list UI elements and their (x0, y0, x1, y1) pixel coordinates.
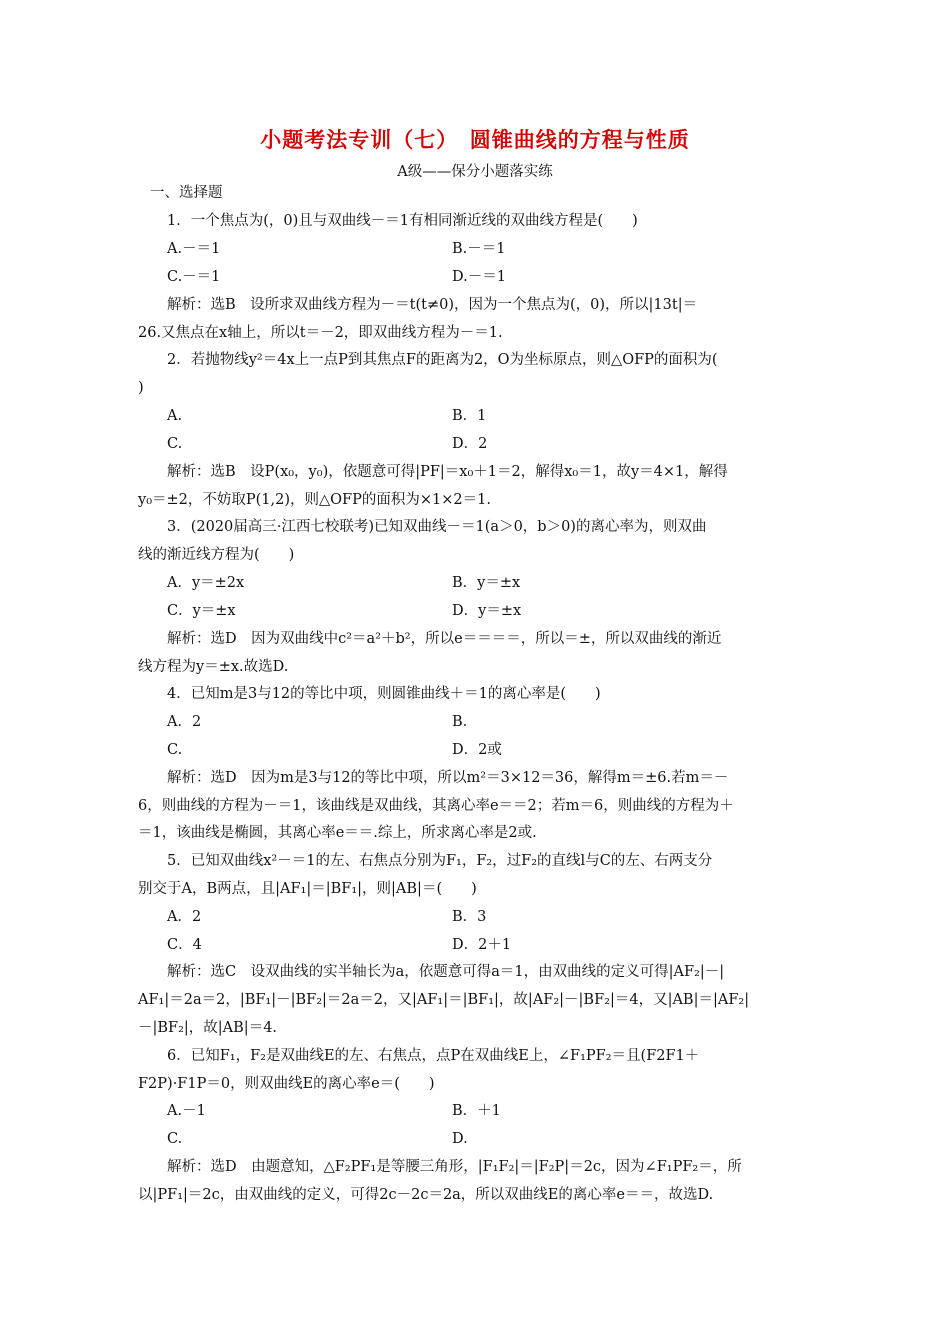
question-2: 2．若抛物线y²＝4x上一点P到其焦点F的距离为2，O为坐标原点，则△OFP的面积为( (167, 352, 718, 368)
answer-line: 解析：选B 设P(x₀，y₀)，依题意可得|PF|＝x₀＋1＝2，解得x₀＝1，故y＝4×1，解得 (167, 464, 728, 480)
option: D．2或 (452, 742, 502, 758)
question-line: 线的渐近线方程为( ) (138, 547, 295, 563)
option: A．2 (167, 714, 202, 730)
answer-line: 以|PF₁|＝2c，由双曲线的定义，可得2c－2c＝2a，所以双曲线E的离心率e＝＝，故选D. (138, 1187, 714, 1203)
option: B．3 (452, 909, 487, 925)
answer-line: 26.又焦点在x轴上，所以t＝－2，即双曲线方程为－＝1. (138, 325, 503, 341)
option: B.－＝1 (452, 241, 506, 257)
option: C．y＝±x (167, 603, 236, 619)
question-6: 6．已知F₁，F₂是双曲线E的左、右焦点，点P在双曲线E上，∠F₁PF₂＝且(F2F1＋ (167, 1048, 700, 1064)
question-line: ) (138, 380, 144, 396)
option: C.－＝1 (167, 269, 221, 285)
answer-line: 解析：选D 因为双曲线中c²＝a²＋b²，所以e＝＝＝＝，所以＝±，所以双曲线的渐近 (167, 631, 722, 647)
answer-line: 解析：选D 因为m是3与12的等比中项，所以m²＝3×12＝36，解得m＝±6.若m＝－ (167, 770, 729, 786)
question-line: 别交于A，B两点，且|AF₁|＝|BF₁|，则|AB|＝( ) (138, 881, 477, 897)
option: C．4 (167, 937, 202, 953)
question-4: 4．已知m是3与12的等比中项，则圆锥曲线＋＝1的离心率是( ) (167, 686, 601, 702)
option: D．2＋1 (452, 937, 512, 953)
question-5: 5．已知双曲线x²－＝1的左、右焦点分别为F₁，F₂，过F₂的直线l与C的左、右两支分 (167, 853, 713, 869)
answer-line: 解析：选C 设双曲线的实半轴长为a，依题意可得a＝1，由双曲线的定义可得|AF₂|－| (167, 964, 725, 980)
option: B．1 (452, 408, 487, 424)
answer-line: 线方程为y＝±x.故选D. (138, 659, 289, 675)
section-heading: 一、选择题 (150, 185, 223, 201)
option: D．y＝±x (452, 603, 522, 619)
answer-line: y₀＝±2，不妨取P(1,2)，则△OFP的面积为×1×2＝1. (138, 492, 491, 508)
answer-line: －|BF₂|，故|AB|＝4. (138, 1020, 278, 1036)
option: C. (167, 436, 183, 452)
page-subtitle: A级——保分小题落实练 (397, 164, 553, 180)
question-3: 3．(2020届高三·江西七校联考)已知双曲线－＝1(a＞0，b＞0)的离心率为，则双曲 (167, 519, 707, 535)
option: D．2 (452, 436, 488, 452)
option: A.－＝1 (167, 241, 221, 257)
option: C. (167, 742, 183, 758)
option: C. (167, 1131, 183, 1147)
option: B．＋1 (452, 1103, 501, 1119)
option: A. (167, 408, 183, 424)
answer-line: 解析：选D 由题意知，△F₂PF₁是等腰三角形，|F₁F₂|＝|F₂P|＝2c，因为∠F₁PF₂＝，所 (167, 1159, 742, 1175)
answer-line: ＝1，该曲线是椭圆，其离心率e＝＝.综上，所求离心率是2或. (138, 825, 537, 841)
question-line: F2P)·F1P＝0，则双曲线E的离心率e＝( ) (138, 1076, 435, 1092)
option: A．2 (167, 909, 202, 925)
option: A.－1 (167, 1103, 206, 1119)
option: D.－＝1 (452, 269, 506, 285)
answer-line: AF₁|＝2a＝2，|BF₁|－|BF₂|＝2a＝2，又|AF₁|＝|BF₁|，故|AF₂|－|BF₂|＝4，又|AB|＝|AF₂| (138, 992, 750, 1008)
question-1: 1．一个焦点为(，0)且与双曲线－＝1有相同渐近线的双曲线方程是( ) (167, 213, 638, 229)
option: A．y＝±2x (167, 575, 245, 591)
page-title: 小题考法专训（七） 圆锥曲线的方程与性质 (260, 128, 690, 152)
option: B．y＝±x (452, 575, 521, 591)
option: B. (452, 714, 468, 730)
option: D. (452, 1131, 468, 1147)
answer-line: 6，则曲线的方程为－＝1，该曲线是双曲线，其离心率e＝＝2；若m＝6，则曲线的方程为＋ (138, 798, 734, 814)
answer-line: 解析：选B 设所求双曲线方程为－＝t(t≠0)，因为一个焦点为(，0)，所以|13t|＝ (167, 297, 698, 313)
